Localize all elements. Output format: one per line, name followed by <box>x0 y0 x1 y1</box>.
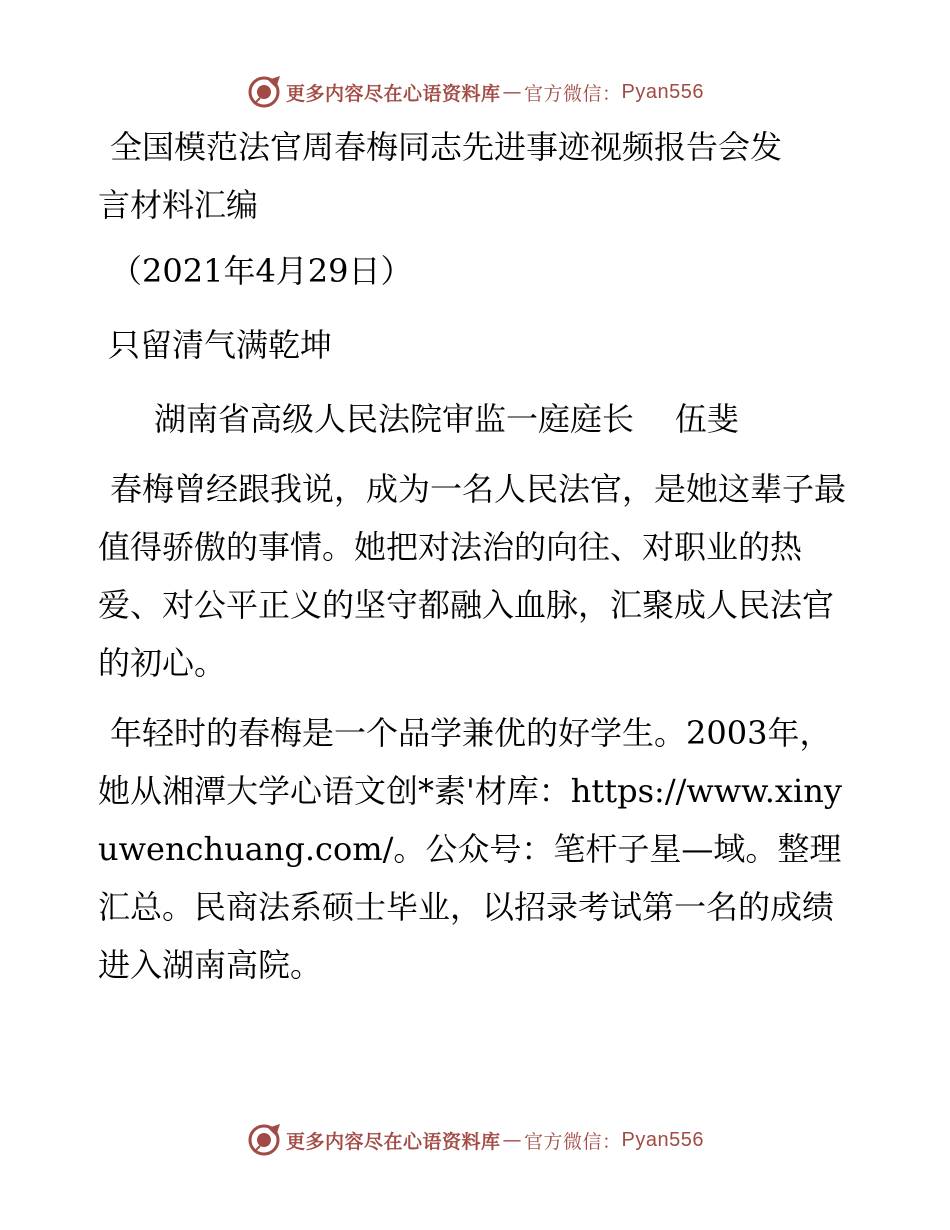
title-line-1: 全国模范法官周春梅同志先进事迹视频报告会发 <box>110 128 783 166</box>
watermark-wechat-id: Pyan556 <box>621 80 704 103</box>
speaker-line: 湖南省高级人民法院审监一庭庭长 伍斐 <box>154 400 739 438</box>
page-footer-watermark <box>0 1120 950 1160</box>
watermark-separator: — <box>502 81 523 103</box>
watermark-main-text: 更多内容尽在心语资料库 <box>286 82 501 105</box>
document-title <box>98 118 858 234</box>
document-date: （2021年4月29日） <box>110 252 413 290</box>
title-line-2: 言材料汇编 <box>98 186 259 224</box>
pen-circle-logo-icon <box>246 1122 282 1158</box>
watermark-label: 官方微信： <box>524 82 622 105</box>
document-body <box>98 118 858 994</box>
paragraph-2: 年轻时的春梅是一个品学兼优的好学生。2003年，她从湘潭大学心语文创*素'材库：https://www.xinyuwenchuang.com/。公众号：笔杆子星—域。整理汇总。民商法系硕士毕业，以招录考试第一名的成绩进入湖南高院。 <box>98 714 842 984</box>
watermark-separator: — <box>502 1129 523 1151</box>
page-header-watermark <box>0 72 950 112</box>
pen-circle-logo-icon <box>246 74 282 110</box>
watermark-main-text: 更多内容尽在心语资料库 <box>286 1130 501 1153</box>
speech-subtitle: 只留清气满乾坤 <box>108 326 333 364</box>
watermark-label: 官方微信： <box>524 1130 622 1153</box>
paragraph-1: 春梅曾经跟我说，成为一名人民法官，是她这辈子最值得骄傲的事情。她把对法治的向往、对职业的热爱、对公平正义的坚守都融入血脉，汇聚成人民法官的初心。 <box>98 470 847 682</box>
watermark-wechat-id: Pyan556 <box>621 1128 704 1151</box>
